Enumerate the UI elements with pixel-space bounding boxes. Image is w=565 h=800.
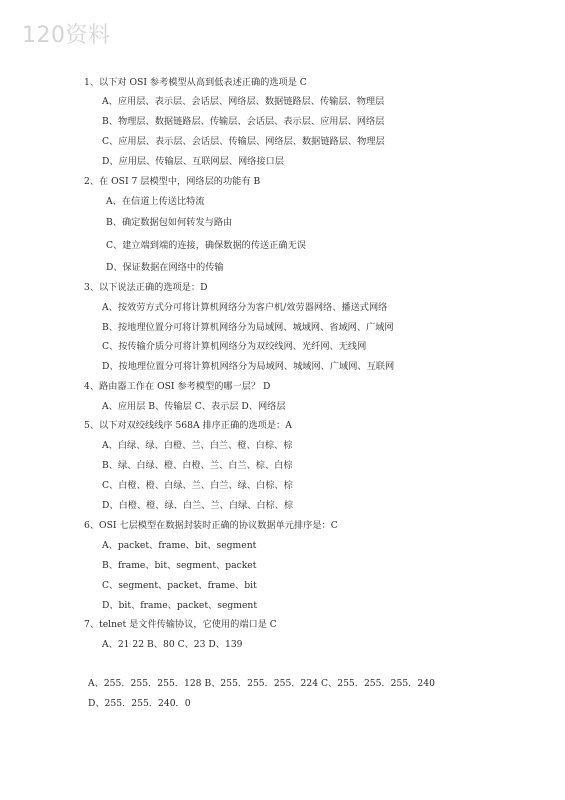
question-5-option-b: B、绿、白绿、橙、白橙、兰、白兰、棕、白棕	[102, 460, 293, 471]
question-6-stem: 6、OSI 七层模型在数据封装时正确的协议数据单元排序是：C	[84, 520, 338, 531]
question-6-option-c: C、segment、packet、frame、bit	[102, 580, 257, 591]
question-4-options: A、应用层 B、传输层 C、表示层 D、网络层	[102, 401, 286, 412]
question-5-stem: 5、以下对双绞线线序 568A 排序正确的选项是：A	[84, 420, 292, 431]
question-7-stem: 7、telnet 是文件传输协议，它使用的端口是 C	[84, 619, 277, 630]
question-1-option-a: A、应用层、表示层、会话层、网络层、数据链路层、传输层、物理层	[102, 96, 385, 107]
question-6-option-a: A、packet、frame、bit、segment	[102, 540, 257, 551]
question-4-stem: 4、路由器工作在 OSI 参考模型的哪一层？ D	[84, 381, 271, 392]
extra-options-line-2: D、255．255．240．0	[88, 698, 191, 709]
question-1-option-b: B、物理层、数据链路层、传输层、会话层、表示层、应用层、网络层	[102, 116, 385, 127]
question-2-option-a: A、在信道上传送比特流	[106, 196, 205, 207]
question-2-option-b: B、确定数据包如何转发与路由	[106, 217, 233, 228]
question-1-option-d: D、应用层、传输层、互联网层、网络接口层	[102, 156, 284, 167]
watermark: 120资料	[22, 23, 111, 48]
question-7-options: A、21 22 B、80 C、23 D、139	[102, 639, 243, 650]
question-5-option-d: D、白橙、橙、绿、白兰、兰、白绿、白棕、棕	[102, 500, 294, 511]
question-2-option-d: D、保证数据在网络中的传输	[106, 262, 224, 273]
question-3-stem: 3、以下说法正确的选项是：D	[84, 282, 208, 293]
question-5-option-a: A、白绿、绿、白橙、兰、白兰、橙、白棕、棕	[102, 440, 293, 451]
question-1-stem: 1、以下对 OSI 参考模型从高到低表述正确的选项是 C	[84, 77, 307, 88]
question-6-option-d: D、bit、frame、packet、segment	[102, 600, 258, 611]
question-3-option-d: D、按地理位置分可将计算机网络分为局域网、城域网、广域网、互联网	[102, 361, 395, 372]
question-3-option-a: A、按效劳方式分可将计算机网络分为客户机/效劳器网络、播送式网络	[102, 302, 388, 313]
question-5-option-c: C、白橙、橙、白绿、兰、白兰、绿、白棕、棕	[102, 480, 293, 491]
question-6-option-b: B、frame、bit、segment、packet	[102, 560, 257, 571]
question-3-option-c: C、按传输介质分可将计算机网络分为双绞线网、光纤网、无线网	[102, 341, 367, 352]
question-2-stem: 2、在 OSI 7 层模型中，网络层的功能有 B	[84, 176, 261, 187]
question-2-option-c: C、建立端到端的连接，确保数据的传送正确无误	[106, 240, 306, 251]
question-3-option-b: B、按地理位置分可将计算机网络分为局域网、城域网、省域网、广域网	[102, 322, 394, 333]
question-1-option-c: C、应用层、表示层、会话层、传输层、网络层、数据链路层、物理层	[102, 136, 385, 147]
extra-options-line-1: A、255．255．255．128 B、255．255．255．224 C、255．255．255．240	[88, 678, 435, 689]
